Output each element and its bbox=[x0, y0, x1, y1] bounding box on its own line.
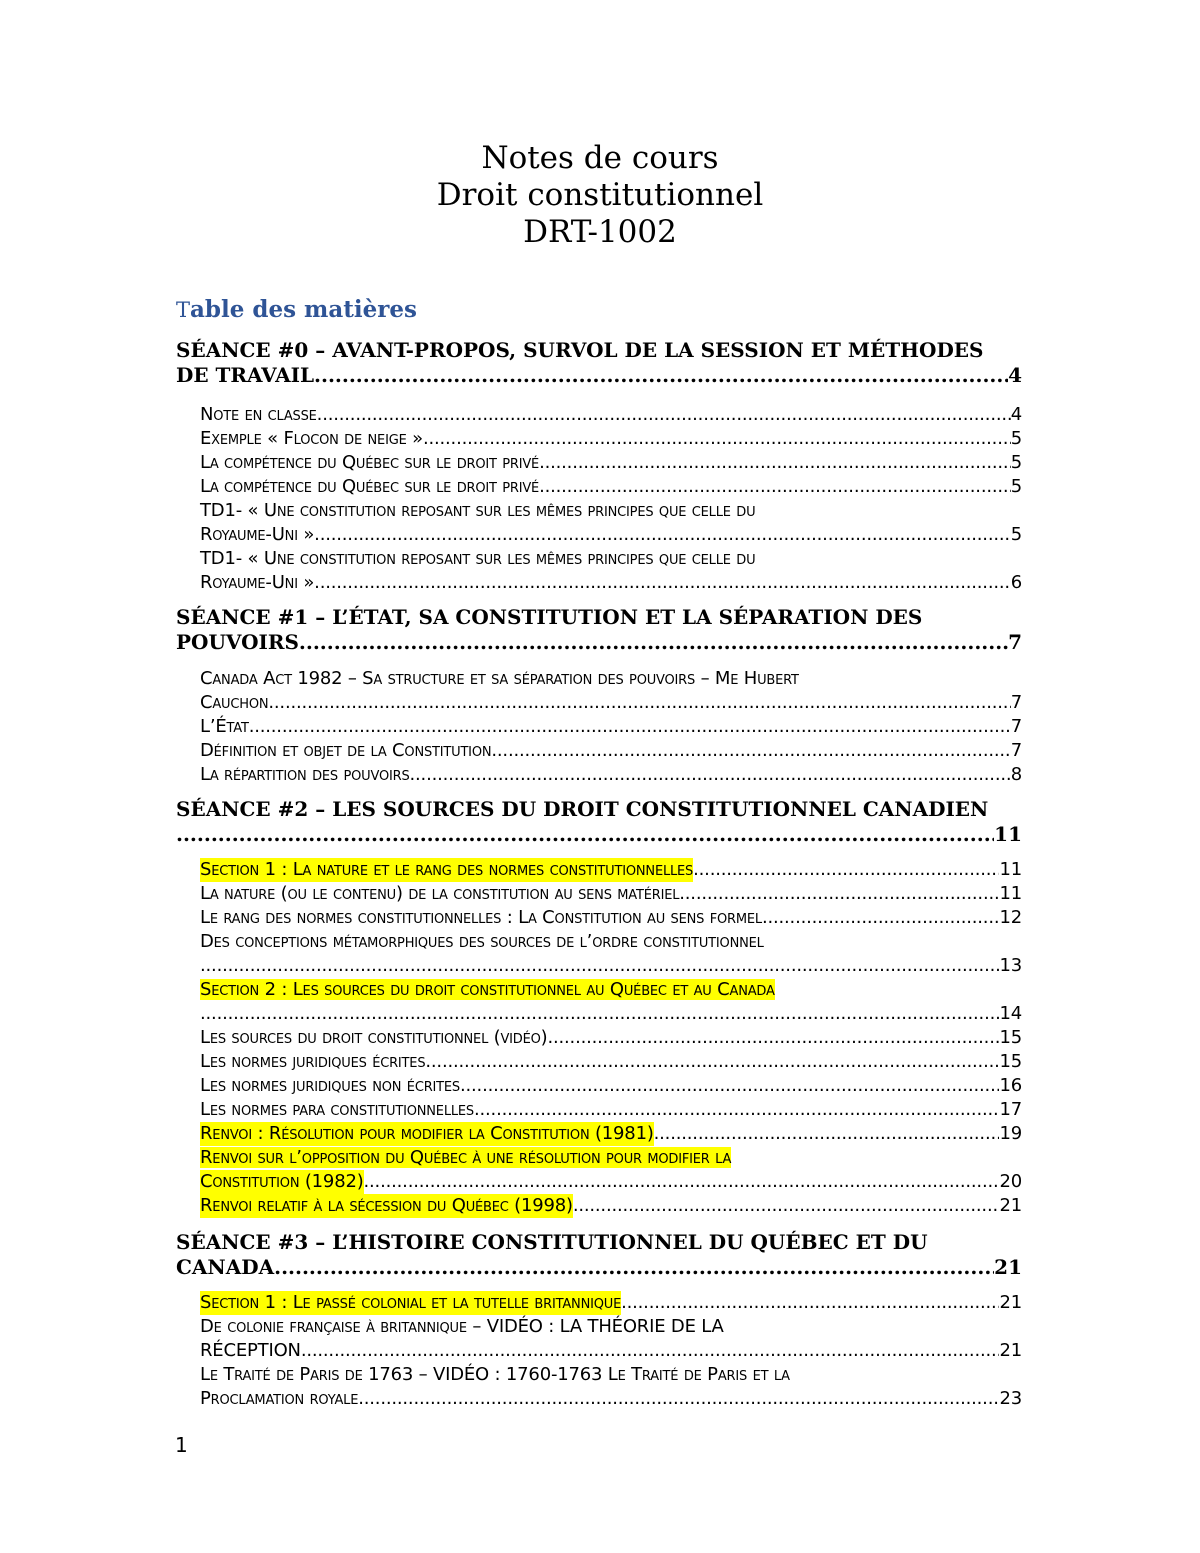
toc-subsection-entry[interactable] bbox=[200, 475, 1022, 499]
toc-page-number: 11 bbox=[999, 859, 1022, 880]
toc-leader-dots bbox=[762, 906, 1000, 930]
toc-subsection-entry[interactable] bbox=[200, 1050, 1022, 1074]
toc-leader-dots bbox=[654, 1122, 1000, 1146]
toc-leader-dots bbox=[249, 715, 1011, 739]
toc-entry-text: Définition et objet de la Constitution bbox=[200, 740, 492, 761]
toc-page-number: 7 bbox=[1010, 740, 1022, 761]
toc-heading bbox=[176, 296, 417, 323]
toc-subsection-entry[interactable] bbox=[200, 1146, 1022, 1194]
toc-entry-text: Les normes juridiques écrites bbox=[200, 1051, 426, 1072]
toc-leader-dots bbox=[547, 1026, 999, 1050]
toc-subsection-entry[interactable] bbox=[200, 499, 1022, 547]
toc-leader-dots bbox=[621, 1291, 999, 1315]
toc-leader-dots bbox=[314, 523, 1011, 547]
toc-entry-text: SÉANCE #3 – L’HISTOIRE CONSTITUTIONNEL DU QUÉBEC ET DU bbox=[176, 1230, 928, 1254]
toc-subsection-entry[interactable] bbox=[200, 403, 1022, 427]
toc-entry-text-continued: RÉCEPTION bbox=[200, 1340, 301, 1361]
toc-leader-dots bbox=[301, 1339, 1000, 1363]
toc-subsection-entry[interactable] bbox=[200, 906, 1022, 930]
toc-entry-text-continued: Proclamation royale bbox=[200, 1388, 359, 1409]
toc-leader-dots bbox=[317, 403, 1011, 427]
toc-page-number: 21 bbox=[999, 1340, 1022, 1361]
toc-entry-text: Canada Act 1982 – Sa structure et sa séparation des pouvoirs – Me Hubert bbox=[200, 668, 799, 689]
toc-page-number: 11 bbox=[994, 822, 1022, 846]
page-number: 1 bbox=[175, 1433, 188, 1457]
toc-entry-text-continued: POUVOIRS bbox=[176, 630, 299, 654]
toc-leader-dots bbox=[200, 1002, 999, 1026]
toc-subsection-entry[interactable] bbox=[200, 763, 1022, 787]
toc-leader-dots bbox=[410, 763, 1011, 787]
toc-subsection-entry[interactable] bbox=[200, 930, 1022, 978]
title-line-course-notes: Notes de cours bbox=[481, 140, 719, 176]
toc-leader-dots bbox=[679, 882, 999, 906]
toc-subsection-entry[interactable] bbox=[200, 1291, 1022, 1315]
toc-leader-dots bbox=[573, 1194, 1000, 1218]
toc-subsection-entry[interactable] bbox=[200, 882, 1022, 906]
toc-leader-dots bbox=[539, 451, 1011, 475]
toc-heading-first-letter: T bbox=[176, 298, 191, 322]
toc-leader-dots bbox=[474, 1098, 1000, 1122]
toc-page-number: 5 bbox=[1010, 452, 1022, 473]
toc-page-number: 8 bbox=[1010, 764, 1022, 785]
toc-entry-text: Section 1 : La nature et le rang des normes constitutionnelles bbox=[200, 859, 694, 880]
toc-entry-text-continued: DE TRAVAIL bbox=[176, 363, 315, 387]
toc-page-number: 20 bbox=[999, 1171, 1022, 1192]
toc-page-number: 6 bbox=[1010, 572, 1022, 593]
toc-subsection-entry[interactable] bbox=[200, 715, 1022, 739]
toc-entry-text: De colonie française à britannique – VIDÉO : LA THÉORIE DE LA bbox=[200, 1316, 724, 1337]
toc-entry-text-continued: Cauchon bbox=[200, 692, 269, 713]
toc-page-number: 7 bbox=[1008, 630, 1022, 654]
toc-subsection-entry[interactable] bbox=[200, 1026, 1022, 1050]
title-line-course-code: DRT-1002 bbox=[523, 214, 677, 250]
toc-entry-text: La répartition des pouvoirs bbox=[200, 764, 410, 785]
toc-entry-text: SÉANCE #0 – AVANT-PROPOS, SURVOL DE LA SESSION ET MÉTHODES bbox=[176, 338, 984, 362]
toc-leader-dots bbox=[693, 858, 999, 882]
toc-entry-text: Note en classe bbox=[200, 404, 317, 425]
toc-section-entry[interactable] bbox=[176, 797, 1022, 847]
toc-subsection-entry[interactable] bbox=[200, 451, 1022, 475]
toc-leader-dots bbox=[358, 1387, 999, 1411]
toc-page-number: 4 bbox=[1010, 404, 1022, 425]
toc-page-number: 21 bbox=[999, 1292, 1022, 1313]
toc-page-number: 21 bbox=[994, 1255, 1022, 1279]
toc-leader-dots bbox=[425, 1050, 999, 1074]
toc-page-number: 15 bbox=[999, 1027, 1022, 1048]
toc-page-number: 11 bbox=[999, 883, 1022, 904]
toc-page-number: 14 bbox=[999, 1003, 1022, 1024]
toc-leader-dots bbox=[299, 630, 1008, 655]
toc-entry-text: Les sources du droit constitutionnel (vidéo) bbox=[200, 1027, 548, 1048]
toc-subsection-entry[interactable] bbox=[200, 858, 1022, 882]
toc-page-number: 5 bbox=[1010, 428, 1022, 449]
toc-leader-dots bbox=[539, 475, 1011, 499]
toc-entry-text: L’État bbox=[200, 716, 249, 737]
toc-subsection-entry[interactable] bbox=[200, 739, 1022, 763]
toc-page-number: 19 bbox=[999, 1123, 1022, 1144]
toc-leader-dots bbox=[176, 822, 994, 847]
toc-entry-text: Le rang des normes constitutionnelles : La Constitution au sens formel bbox=[200, 907, 762, 928]
toc-page-number: 16 bbox=[999, 1075, 1022, 1096]
title-line-subject: Droit constitutionnel bbox=[436, 177, 764, 213]
toc-subsection-entry[interactable] bbox=[200, 1098, 1022, 1122]
toc-entry-text: Renvoi relatif à la sécession du Québec (1998) bbox=[200, 1195, 573, 1216]
toc-entry-text-continued: CANADA bbox=[176, 1255, 275, 1279]
toc-leader-dots bbox=[423, 427, 1011, 451]
document-title bbox=[0, 140, 1200, 251]
toc-leader-dots bbox=[268, 691, 1010, 715]
toc-entry-text-continued: Constitution (1982) bbox=[200, 1171, 364, 1192]
toc-subsection-entry[interactable] bbox=[200, 667, 1022, 715]
toc-page-number: 5 bbox=[1010, 476, 1022, 497]
toc-entry-text: La nature (ou le contenu) de la constitution au sens matériel bbox=[200, 883, 680, 904]
toc-leader-dots bbox=[200, 954, 999, 978]
toc-subsection-entry[interactable] bbox=[200, 978, 1022, 1026]
toc-page-number: 7 bbox=[1010, 716, 1022, 737]
toc-subsection-entry[interactable] bbox=[200, 1194, 1022, 1218]
toc-section-entry[interactable] bbox=[176, 1230, 1022, 1280]
toc-entry-text: Section 1 : Le passé colonial et la tutelle britannique bbox=[200, 1292, 622, 1313]
toc-subsection-entry[interactable] bbox=[200, 547, 1022, 595]
toc-subsection-entry[interactable] bbox=[200, 1363, 1022, 1411]
toc-subsection-entry[interactable] bbox=[200, 1074, 1022, 1098]
toc-page-number: 4 bbox=[1008, 363, 1022, 387]
toc-entry-text: Les normes juridiques non écrites bbox=[200, 1075, 460, 1096]
toc-entry-text: Des conceptions métamorphiques des sources de l’ordre constitutionnel bbox=[200, 931, 764, 952]
toc-section-entry[interactable] bbox=[176, 338, 1022, 388]
toc-entry-text: Section 2 : Les sources du droit constitutionnel au Québec et au Canada bbox=[200, 979, 775, 1000]
toc-leader-dots bbox=[491, 739, 1010, 763]
toc-page-number: 13 bbox=[999, 955, 1022, 976]
toc-page-number: 15 bbox=[999, 1051, 1022, 1072]
toc-page-number: 5 bbox=[1010, 524, 1022, 545]
toc-page-number: 12 bbox=[999, 907, 1022, 928]
toc-subsection-entry[interactable] bbox=[200, 1315, 1022, 1363]
toc-subsection-entry[interactable] bbox=[200, 1122, 1022, 1146]
toc-entry-text: Le Traité de Paris de 1763 – VIDÉO : 1760-1763 Le Traité de Paris et la bbox=[200, 1364, 790, 1385]
toc-page-number: 23 bbox=[999, 1388, 1022, 1409]
toc-section-entry[interactable] bbox=[176, 605, 1022, 655]
toc-entry-text: La compétence du Québec sur le droit privé bbox=[200, 476, 540, 497]
toc-leader-dots bbox=[314, 363, 1008, 388]
toc-entry-text: Les normes para constitutionnelles bbox=[200, 1099, 474, 1120]
toc-leader-dots bbox=[460, 1074, 1000, 1098]
toc-entry-text: Renvoi : Résolution pour modifier la Constitution (1981) bbox=[200, 1123, 654, 1144]
toc-page-number: 7 bbox=[1010, 692, 1022, 713]
toc-entry-text: Renvoi sur l’opposition du Québec à une résolution pour modifier la bbox=[200, 1147, 732, 1168]
toc-entry-text: TD1- « Une constitution reposant sur les mêmes principes que celle du bbox=[200, 500, 756, 521]
toc-entry-text-continued: Royaume-Uni » bbox=[200, 572, 315, 593]
toc-leader-dots bbox=[364, 1170, 1000, 1194]
toc-page-number: 17 bbox=[999, 1099, 1022, 1120]
toc-entry-text: SÉANCE #2 – LES SOURCES DU DROIT CONSTITUTIONNEL CANADIEN bbox=[176, 797, 989, 821]
toc-leader-dots bbox=[314, 571, 1011, 595]
toc-entry-text: TD1- « Une constitution reposant sur les mêmes principes que celle du bbox=[200, 548, 756, 569]
toc-entry-text-continued: Royaume-Uni » bbox=[200, 524, 315, 545]
toc-entry-text: Exemple « Flocon de neige » bbox=[200, 428, 423, 449]
toc-heading-rest: able des matières bbox=[190, 296, 417, 323]
toc-entry-text: SÉANCE #1 – L’ÉTAT, SA CONSTITUTION ET LA SÉPARATION DES bbox=[176, 605, 923, 629]
toc-leader-dots bbox=[274, 1255, 994, 1280]
toc-entry-text: La compétence du Québec sur le droit privé bbox=[200, 452, 540, 473]
toc-subsection-entry[interactable] bbox=[200, 427, 1022, 451]
toc-page-number: 21 bbox=[999, 1195, 1022, 1216]
